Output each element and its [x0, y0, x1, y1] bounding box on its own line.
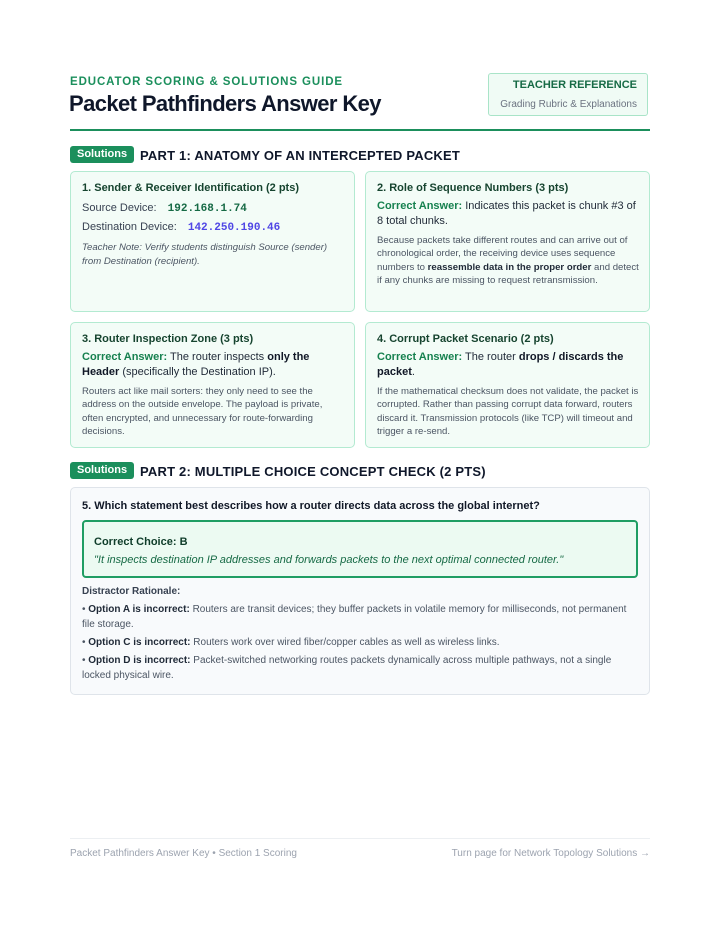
reference-title: TEACHER REFERENCE [512, 79, 637, 91]
part1-title: PART 1: ANATOMY OF AN INTERCEPTED PACKET [140, 148, 461, 163]
card2-expl-part-a: Because packets take different routes and can arrive out of chronological order, the receiving device uses sequence numbers to [377, 235, 628, 273]
footer-next-page-link[interactable]: Turn page for Network Topology Solutions → [451, 848, 650, 859]
source-label: Source Device: [82, 202, 157, 214]
distractor-item: • Option A is incorrect: Routers are transit devices; they buffer packets in volatile memory for milliseconds, not permanent file storage. [82, 604, 627, 630]
distractor-item: • Option C is incorrect: Routers work over wired fiber/copper cables as well as wireless links. [82, 637, 500, 648]
teacher-note: Teacher Note: Verify students distinguish Source (sender) from Destination (recipient). [82, 242, 328, 267]
card-sequence-numbers [365, 171, 650, 312]
card4-answer-part-c: . [411, 366, 415, 378]
destination-ip: 142.250.190.46 [187, 222, 281, 234]
multiple-choice-card [70, 487, 650, 695]
card4-title: 4. Corrupt Packet Scenario (2 pts) [377, 333, 554, 345]
header-divider [70, 129, 650, 131]
card2-explanation [377, 234, 639, 288]
source-device-row [82, 199, 344, 218]
guide-kicker: EDUCATOR SCORING & SOLUTIONS GUIDE [70, 76, 343, 88]
card-router-inspection [70, 322, 355, 448]
distractor-text: Packet-switched networking routes packets dynamically across multiple pathways, not a single locked physical wire. [82, 655, 612, 681]
card3-answer-label: Correct Answer: [82, 351, 168, 363]
distractor-text: Routers work over wired fiber/copper cables as well as wireless links. [193, 637, 500, 648]
distractor-list [82, 602, 632, 686]
teacher-reference-box [488, 73, 648, 116]
card2-expl-part-c: and detect if any chunks are missing to request retransmission. [377, 261, 639, 287]
card3-answer-emphasis: only the Header [82, 351, 310, 378]
card3-answer [82, 350, 344, 380]
destination-label: Destination Device: [82, 221, 177, 233]
card3-answer-part-c: (specifically the Destination IP). [122, 366, 276, 378]
correct-choice-quote: "It inspects destination IP addresses and forwards packets to the next optimal connected router." [94, 554, 564, 566]
part2-title: PART 2: MULTIPLE CHOICE CONCEPT CHECK (2 PTS) [140, 464, 486, 479]
card2-answer-text: Indicates this packet is chunk #3 of 8 total chunks. [377, 200, 636, 227]
distractor-label: Option D is incorrect: [88, 655, 191, 666]
question-5: 5. Which statement best describes how a router directs data across the global internet? [82, 500, 540, 512]
card3-answer-part-a: The router inspects [170, 351, 265, 363]
card3-explanation: Routers act like mail sorters: they only need to see the address on the outside envelope. The payload is private, often encrypted, and unnecessary for route-forwarding decisions. [82, 386, 323, 438]
card2-expl-emphasis: reassemble data in the proper order [427, 261, 592, 273]
card4-answer-label: Correct Answer: [377, 351, 463, 363]
reference-subtitle: Grading Rubric & Explanations [500, 99, 637, 110]
card4-answer [377, 350, 639, 380]
card4-answer-part-a: The router [465, 351, 516, 363]
distractor-label: Option A is incorrect: [88, 604, 190, 615]
card4-answer-emphasis: drops / discards the packet [377, 351, 624, 378]
correct-choice-title: Correct Choice: B [94, 536, 188, 548]
destination-device-row [82, 218, 344, 237]
card3-title: 3. Router Inspection Zone (3 pts) [82, 333, 254, 345]
distractor-item: • Option D is incorrect: Packet-switched networking routes packets dynamically across multiple pathways, not a single locked physical wire. [82, 655, 612, 681]
correct-choice-box [82, 520, 638, 578]
distractor-heading: Distractor Rationale: [82, 586, 181, 597]
distractor-text: Routers are transit devices; they buffer packets in volatile memory for milliseconds, not permanent file storage. [82, 604, 627, 630]
card-corrupt-packet [365, 322, 650, 448]
card4-explanation: If the mathematical checksum does not validate, the packet is corrupted. Rather than passing corrupt data forward, routers discard it. Transmission protocols (like TCP) will timeout and trigger a re-send. [377, 386, 639, 438]
footer-divider [70, 838, 650, 839]
distractor-label: Option C is incorrect: [88, 637, 191, 648]
footer-left: Packet Pathfinders Answer Key • Section 1 Scoring [70, 848, 297, 859]
card-sender-receiver [70, 171, 355, 312]
part1-solutions-badge: Solutions [70, 146, 134, 163]
source-ip: 192.168.1.74 [167, 203, 247, 215]
card2-title: 2. Role of Sequence Numbers (3 pts) [377, 182, 569, 194]
card1-title: 1. Sender & Receiver Identification (2 pts) [82, 182, 300, 194]
page-title: Packet Pathfinders Answer Key [69, 91, 381, 116]
card2-answer [377, 199, 639, 229]
card2-answer-label: Correct Answer: [377, 200, 463, 212]
part2-solutions-badge: Solutions [70, 462, 134, 479]
